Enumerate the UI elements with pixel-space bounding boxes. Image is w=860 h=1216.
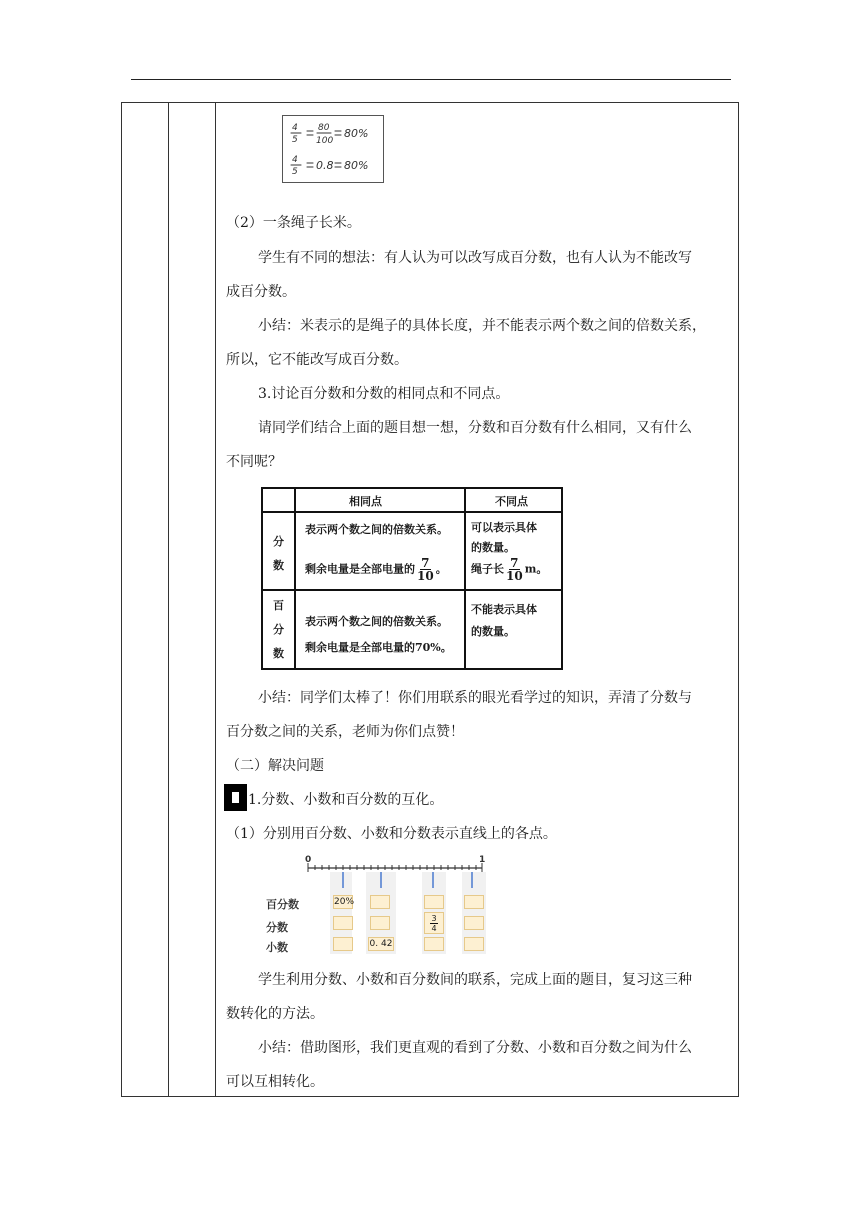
row1-same-2: 剩余电量是全部电量的 $\frac{7}{10}$ 。	[305, 556, 447, 583]
row1-label-b: 数	[273, 559, 284, 572]
paragraph-conversion-heading: 1.分数、小数和百分数的互化。	[248, 792, 444, 808]
box-percent-1: 20%	[334, 897, 355, 907]
row1-diff-unit: m。	[524, 562, 548, 576]
box-fraction-4[interactable]	[464, 916, 484, 930]
paragraph-summary-1: 小结：米表示的是绳子的具体长度，并不能表示两个数之间的倍数关系，	[258, 318, 706, 334]
row1-same-fraction: $\frac{7}{10}$	[417, 556, 434, 583]
box-fraction-3-value: $\frac{3}{4}$	[431, 914, 437, 933]
row1-label-a: 分	[273, 535, 284, 548]
paragraph-summary-1-cont: 所以，它不能改写成百分数。	[226, 352, 408, 368]
paragraph-students-ideas-cont: 成百分数。	[226, 284, 296, 300]
row2-diff-2: 的数量。	[471, 625, 515, 638]
box-decimal-2: 0. 42	[369, 939, 393, 949]
column-divider-1	[168, 103, 169, 1096]
row1-diff-3	[471, 557, 547, 582]
hw-80: 80	[318, 123, 330, 133]
hw-80pct-b: 80%	[344, 159, 369, 172]
row2-label-b: 分	[273, 623, 284, 636]
row-label-decimal: 小数	[266, 941, 288, 954]
row1-same-1: 表示两个数之间的倍数关系。	[305, 523, 448, 536]
box-decimal-1[interactable]	[333, 937, 353, 951]
row1-same-2-text: 剩余电量是全部电量的	[305, 562, 415, 576]
box-percent-3[interactable]	[424, 895, 444, 909]
row-label-fraction: 分数	[266, 921, 288, 934]
box-percent-2[interactable]	[370, 895, 390, 909]
paragraph-students-ideas: 学生有不同的想法：有人认为可以改写成百分数，也有人认为不能改写	[258, 250, 692, 266]
row2-label-c: 数	[273, 647, 284, 660]
paragraph-summary-2: 小结：同学们太棒了！你们用联系的眼光看学过的知识，弄清了分数与	[258, 690, 692, 706]
header-diff: 不同点	[495, 495, 528, 508]
box-percent-4[interactable]	[464, 895, 484, 909]
handwriting-svg	[283, 116, 383, 182]
row2-diff-1: 不能表示具体	[471, 603, 537, 616]
paragraph-summary-2-cont: 百分数之间的关系，老师为你们点赞！	[226, 724, 464, 740]
paragraph-rope-question: （2）一条绳子长米。	[226, 215, 361, 231]
paragraph-students-use-cont: 数转化的方法。	[226, 1006, 324, 1022]
box-decimal-3[interactable]	[424, 937, 444, 951]
number-line-start: 0	[305, 855, 312, 865]
row2-same-2: 剩余电量是全部电量的70%。	[305, 641, 452, 654]
box-fraction-1[interactable]	[333, 916, 353, 930]
paragraph-number-line-task: （1）分别用百分数、小数和分数表示直线上的各点。	[226, 826, 557, 842]
row1-diff-1: 可以表示具体	[471, 521, 537, 534]
box-fraction-2[interactable]	[370, 916, 390, 930]
hw-4b: 4	[292, 155, 298, 165]
hw-5b: 5	[292, 167, 298, 177]
row2-same-1: 表示两个数之间的倍数关系。	[305, 615, 448, 628]
number-line-end: 1	[479, 855, 486, 865]
number-line	[300, 856, 490, 896]
paragraph-question: 请同学们结合上面的题目想一想，分数和百分数有什么相同，又有什么	[258, 420, 692, 436]
row2-label-a: 百	[273, 599, 284, 612]
comparison-table	[261, 487, 563, 670]
hw-5a: 5	[292, 135, 298, 145]
column-divider-2	[215, 103, 216, 1096]
header-same: 相同点	[349, 495, 382, 508]
hw-80pct-a: 80%	[344, 127, 369, 140]
paragraph-students-use: 学生利用分数、小数和百分数间的联系，完成上面的题目，复习这三种	[258, 972, 692, 988]
hw-100: 100	[316, 136, 334, 146]
paragraph-summary-3: 小结：借助图形，我们更直观的看到了分数、小数和百分数之间为什么	[258, 1040, 692, 1056]
section-heading-solve: （二）解决问题	[226, 758, 324, 774]
handwriting-figure	[282, 115, 384, 183]
row-label-percent: 百分数	[266, 898, 299, 911]
hw-4a: 4	[292, 123, 298, 133]
black-marker	[224, 784, 247, 811]
paragraph-summary-3-cont: 可以互相转化。	[226, 1074, 324, 1090]
hw-0.8: 0.8	[316, 159, 334, 172]
row1-diff-2: 的数量。	[471, 541, 515, 554]
header-rule	[131, 79, 731, 80]
row1-diff-3-text: 绳子长	[471, 562, 504, 576]
row1-diff-fraction: $\frac{7}{10}$	[506, 556, 523, 583]
paragraph-question-cont: 不同呢？	[226, 454, 282, 470]
paragraph-discuss: 3.讨论百分数和分数的相同点和不同点。	[258, 386, 510, 402]
box-decimal-4[interactable]	[464, 937, 484, 951]
box-fraction-3	[424, 912, 444, 934]
